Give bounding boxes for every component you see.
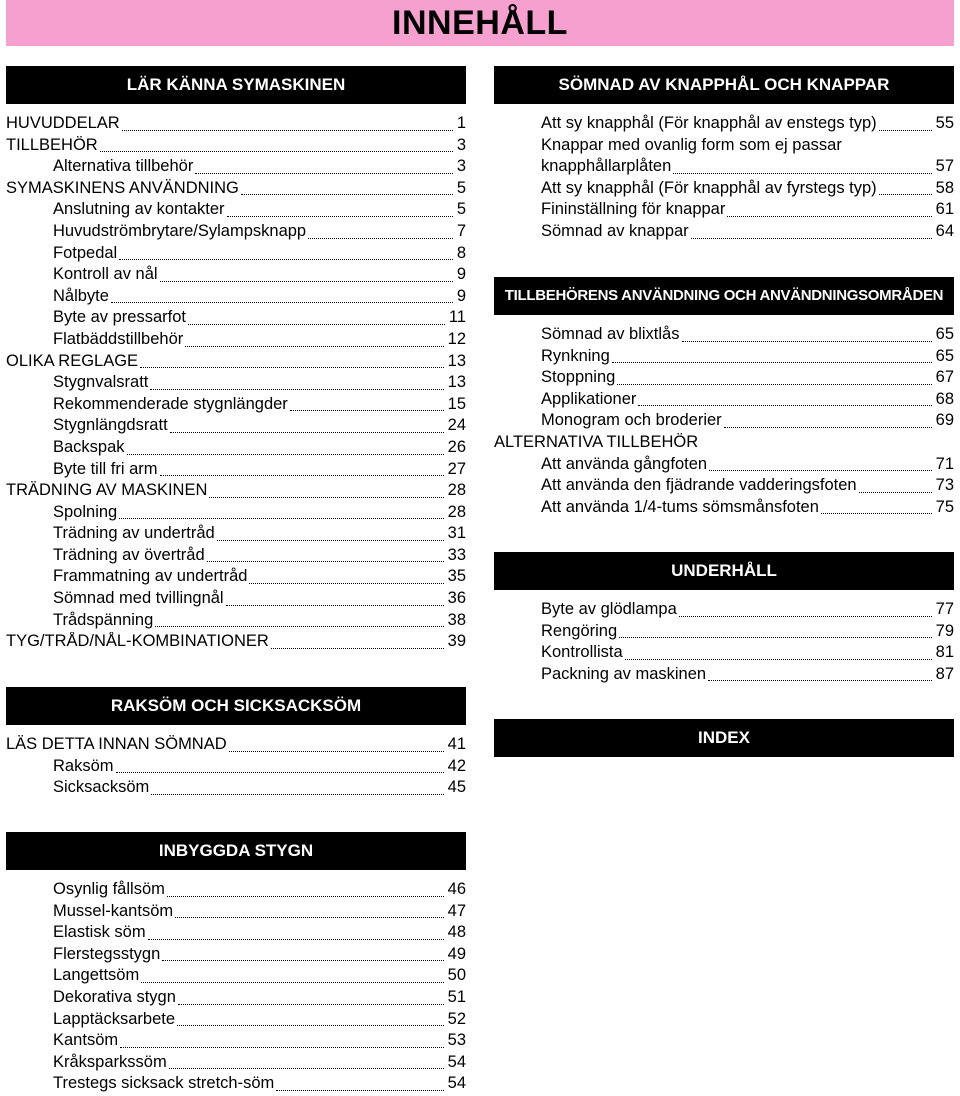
- section-header-index[interactable]: INDEX: [494, 719, 954, 757]
- toc-entry[interactable]: [494, 325, 954, 347]
- dot-leader: [217, 540, 444, 541]
- toc-entry[interactable]: [494, 455, 954, 477]
- dot-leader: [691, 238, 932, 239]
- toc-entry-page: 51: [447, 987, 466, 1006]
- toc-entry[interactable]: [6, 308, 466, 330]
- toc-entry-page: 71: [935, 454, 954, 473]
- toc-entry-text: Flatbäddstillbehör: [53, 329, 184, 348]
- toc-entry-text: Att använda gångfoten: [541, 454, 708, 473]
- toc-entry-page: 69: [935, 411, 954, 430]
- toc-entry-page: 45: [447, 778, 466, 797]
- toc-entry-page: 9: [456, 265, 466, 284]
- toc-entry[interactable]: [6, 945, 466, 967]
- dot-leader: [679, 616, 932, 617]
- toc-entry-text: Byte av pressarfot: [53, 308, 186, 327]
- dot-leader: [167, 896, 444, 897]
- toc-entry-page: 8: [456, 243, 466, 262]
- toc-entry-text: Raksöm: [53, 756, 114, 775]
- toc-entry[interactable]: [6, 632, 466, 654]
- toc-entry-page: 61: [935, 200, 954, 219]
- toc-entry-page: 33: [447, 545, 466, 564]
- toc-entry-text: Trädning av undertråd: [53, 524, 215, 543]
- toc-entry-text: Trådspänning: [53, 610, 154, 629]
- toc-entry-page: 24: [447, 416, 466, 435]
- toc-entry-page: 79: [935, 621, 954, 640]
- toc-entry-page: 53: [447, 1031, 466, 1050]
- dot-leader: [708, 680, 932, 681]
- toc-entry-text: Elastisk söm: [53, 923, 146, 942]
- toc-entry[interactable]: [494, 600, 954, 622]
- dot-leader: [290, 410, 444, 411]
- toc-entry-page: 50: [447, 966, 466, 985]
- toc-entry-page: 54: [447, 1052, 466, 1071]
- dot-leader: [178, 1004, 444, 1005]
- toc-entry[interactable]: [6, 244, 466, 266]
- toc-entry-page: 64: [935, 221, 954, 240]
- dot-leader: [155, 626, 443, 627]
- toc-entry-text: Sicksacksöm: [53, 778, 150, 797]
- toc-entry-page: 28: [447, 481, 466, 500]
- section-tillbehoren: [494, 277, 954, 519]
- toc-entry[interactable]: [494, 368, 954, 390]
- toc-entry-text: Kråksparkssöm: [53, 1052, 167, 1071]
- toc-entry[interactable]: [6, 966, 466, 988]
- dot-leader: [148, 939, 444, 940]
- dot-leader: [160, 475, 444, 476]
- toc-entry-page: 31: [447, 524, 466, 543]
- toc-list: [494, 114, 954, 244]
- toc-entry-page: 46: [447, 880, 466, 898]
- toc-entry-text: Nålbyte: [53, 286, 109, 305]
- toc-entry-text: TRÄDNING AV MASKINEN: [6, 481, 208, 500]
- section-raksom: [6, 687, 466, 800]
- dot-leader: [709, 470, 932, 471]
- toc-entry-text: Alternativa tillbehör: [53, 157, 194, 176]
- toc-entry[interactable]: [6, 416, 466, 438]
- toc-list: [494, 600, 954, 686]
- dot-leader: [119, 259, 453, 260]
- toc-entry-text: Sömnad med tvillingnål: [53, 589, 224, 608]
- toc-entry-text: Kantsöm: [53, 1031, 119, 1050]
- toc-entry[interactable]: [6, 923, 466, 945]
- toc-entry-text: Trestegs sicksack stretch-söm: [53, 1074, 275, 1093]
- toc-list: [6, 114, 466, 654]
- toc-entry[interactable]: [6, 287, 466, 309]
- dot-leader: [638, 405, 931, 406]
- toc-entry-text: Rengöring: [541, 621, 618, 640]
- toc-entry[interactable]: [6, 481, 466, 503]
- dot-leader: [249, 583, 443, 584]
- toc-entry-page: 7: [456, 221, 466, 240]
- section-header-raksom[interactable]: RAKSÖM OCH SICKSACKSÖM: [6, 687, 466, 725]
- dot-leader: [195, 173, 452, 174]
- toc-entry-text: LÄS DETTA INNAN SÖMNAD: [6, 735, 227, 753]
- dot-leader: [241, 194, 453, 195]
- toc-entry-text: Fotpedal: [53, 243, 118, 262]
- toc-entry-page: 47: [447, 901, 466, 920]
- toc-entry-text: HUVUDDELAR: [6, 114, 120, 132]
- toc-entry-text: Dekorativa stygn: [53, 987, 176, 1006]
- dot-leader: [120, 1047, 444, 1048]
- dot-leader: [116, 772, 444, 773]
- toc-entry[interactable]: [494, 179, 954, 201]
- dot-leader: [170, 432, 444, 433]
- section-header-inbyggda[interactable]: INBYGGDA STYGN: [6, 832, 466, 870]
- toc-entry-text: Att använda den fjädrande vadderingsfoten: [541, 476, 857, 495]
- toc-entry-text: Spolning: [53, 502, 118, 521]
- dot-leader: [140, 367, 444, 368]
- toc-entry-text: Kontroll av nål: [53, 265, 158, 284]
- dot-leader: [276, 1090, 443, 1091]
- toc-entry[interactable]: [6, 157, 466, 179]
- toc-entry-text: Packning av maskinen: [541, 664, 707, 683]
- toc-entry[interactable]: [6, 395, 466, 417]
- dot-leader: [625, 659, 932, 660]
- toc-entry[interactable]: [6, 524, 466, 546]
- toc-entry[interactable]: [494, 498, 954, 520]
- toc-entry[interactable]: [6, 114, 466, 136]
- section-inbyggda: [6, 832, 466, 1096]
- toc-entry-page: 68: [935, 389, 954, 408]
- toc-entry[interactable]: [6, 222, 466, 244]
- toc-entry-text: Sömnad av blixtlås: [541, 325, 680, 343]
- toc-entry-text: Flerstegsstygn: [53, 944, 161, 963]
- toc-entry-text: Osynlig fållsöm: [53, 880, 165, 898]
- toc-entry-page: 58: [935, 178, 954, 197]
- toc-entry-text: Applikationer: [541, 389, 637, 408]
- dot-leader: [727, 216, 931, 217]
- dot-leader: [177, 1025, 444, 1026]
- toc-list: [6, 880, 466, 1096]
- dot-leader: [673, 173, 931, 174]
- section-knapphal: [494, 66, 954, 244]
- page-title: INNEHÅLL: [6, 0, 954, 46]
- toc-entry-page: 41: [447, 735, 466, 753]
- toc-entry-page: 81: [935, 643, 954, 662]
- toc-entry[interactable]: [494, 222, 954, 244]
- toc-entry[interactable]: [6, 265, 466, 287]
- toc-entry-page: 67: [935, 368, 954, 387]
- dot-leader: [271, 648, 444, 649]
- toc-entry-text: Stygnvalsratt: [53, 373, 149, 392]
- toc-entry[interactable]: [494, 136, 954, 158]
- dot-leader: [119, 518, 443, 519]
- toc-entry-page: 87: [935, 664, 954, 683]
- toc-entry-text: SYMASKINENS ANVÄNDNING: [6, 178, 239, 197]
- toc-entry[interactable]: [6, 1053, 466, 1075]
- toc-entry[interactable]: [6, 988, 466, 1010]
- dot-leader: [162, 960, 443, 961]
- toc-entry-page: 77: [935, 600, 954, 618]
- dot-leader: [617, 384, 931, 385]
- toc-entry-page: 65: [935, 346, 954, 365]
- toc-entry-text: TILLBEHÖR: [6, 135, 98, 154]
- toc-entry-page: 57: [935, 157, 954, 176]
- toc-entry[interactable]: [6, 546, 466, 568]
- toc-entry-page: 65: [935, 325, 954, 343]
- dot-leader: [122, 130, 453, 131]
- dot-leader: [141, 982, 443, 983]
- toc-entry[interactable]: [6, 880, 466, 902]
- toc-entry-page: 13: [447, 351, 466, 370]
- section-header-knapphal[interactable]: SÖMNAD AV KNAPPHÅL OCH KNAPPAR: [494, 66, 954, 104]
- toc-entry[interactable]: [6, 179, 466, 201]
- toc-entry-text: Sömnad av knappar: [541, 221, 689, 240]
- section-header-lar-kanna[interactable]: LÄR KÄNNA SYMASKINEN: [6, 66, 466, 104]
- toc-entry-page: 52: [447, 1009, 466, 1028]
- toc-entry[interactable]: [6, 438, 466, 460]
- toc-entry-page: 3: [456, 157, 466, 176]
- toc-entry[interactable]: [6, 757, 466, 779]
- toc-entry-text: OLIKA REGLAGE: [6, 351, 139, 370]
- section-header-underhall[interactable]: UNDERHÅLL: [494, 552, 954, 590]
- toc-entry-page: 1: [456, 114, 466, 132]
- toc-entry-page: 48: [447, 923, 466, 942]
- toc-list: [494, 325, 954, 519]
- toc-entry-page: 73: [935, 476, 954, 495]
- toc-entry[interactable]: [494, 411, 954, 433]
- toc-entry-page: 38: [447, 610, 466, 629]
- toc-entry-page: 28: [447, 502, 466, 521]
- toc-entry[interactable]: [494, 200, 954, 222]
- dot-leader: [821, 513, 932, 514]
- toc-entry[interactable]: [6, 460, 466, 482]
- toc-entry-page: 39: [447, 632, 466, 651]
- toc-entry-text: Att sy knapphål (För knapphål av fyrstegs typ): [541, 178, 877, 197]
- dot-leader: [175, 917, 444, 918]
- toc-entry-page: 5: [456, 200, 466, 219]
- dot-leader: [100, 151, 453, 152]
- dot-leader: [209, 497, 443, 498]
- toc-entry-text: Langettsöm: [53, 966, 140, 985]
- dot-leader: [612, 362, 932, 363]
- section-lar-kanna: [6, 66, 466, 654]
- toc-entry-text: ALTERNATIVA TILLBEHÖR: [494, 432, 699, 451]
- toc-entry[interactable]: [494, 643, 954, 665]
- toc-entry-text: Att sy knapphål (För knapphål av enstegs typ): [541, 114, 877, 132]
- toc-entry-page: 11: [448, 308, 466, 327]
- dot-leader: [229, 751, 444, 752]
- toc-entry-page: 13: [447, 373, 466, 392]
- dot-leader: [879, 194, 932, 195]
- toc-entry-text: Monogram och broderier: [541, 411, 722, 430]
- dot-leader: [151, 794, 443, 795]
- toc-entry[interactable]: [6, 373, 466, 395]
- toc-entry[interactable]: [6, 352, 466, 374]
- dot-leader: [185, 346, 443, 347]
- toc-entry-text: Att använda 1/4-tums sömsmånsfoten: [541, 497, 819, 516]
- toc-entry-page: 9: [456, 286, 466, 305]
- toc-entry[interactable]: [494, 476, 954, 498]
- toc-entry[interactable]: [6, 200, 466, 222]
- toc-entry-text: Frammatning av undertråd: [53, 567, 248, 586]
- toc-entry-page: 15: [447, 394, 466, 413]
- toc-entry-text: Stygnlängdsratt: [53, 416, 168, 435]
- dot-leader: [724, 427, 932, 428]
- dot-leader: [188, 324, 445, 325]
- toc-entry-text: TYG/TRÅD/NÅL-KOMBINATIONER: [6, 632, 269, 651]
- toc-entry[interactable]: [6, 902, 466, 924]
- toc-entry[interactable]: [494, 665, 954, 687]
- toc-entry[interactable]: [494, 433, 954, 455]
- toc-entry-text: Trädning av övertråd: [53, 545, 205, 564]
- toc-entry-text: Stoppning: [541, 368, 616, 387]
- dot-leader: [308, 238, 453, 239]
- dot-leader: [150, 389, 443, 390]
- dot-leader: [169, 1068, 444, 1069]
- toc-entry-text: Byte till fri arm: [53, 459, 158, 478]
- dot-leader: [227, 216, 453, 217]
- toc-entry[interactable]: [6, 589, 466, 611]
- toc-entry-page: 27: [447, 459, 466, 478]
- dot-leader: [879, 130, 932, 131]
- toc-entry-page: 3: [456, 135, 466, 154]
- dot-leader: [226, 605, 444, 606]
- toc-entry[interactable]: [6, 611, 466, 633]
- toc-entry[interactable]: [6, 330, 466, 352]
- toc-entry[interactable]: [494, 347, 954, 369]
- toc-entry[interactable]: [6, 778, 466, 800]
- toc-entry[interactable]: [6, 136, 466, 158]
- toc-entry-text: Rynkning: [541, 346, 610, 365]
- toc-entry-text: knapphållarplåten: [541, 157, 672, 176]
- toc-entry[interactable]: [6, 1074, 466, 1096]
- toc-entry[interactable]: [494, 622, 954, 644]
- toc-list: [6, 735, 466, 800]
- toc-entry[interactable]: [6, 567, 466, 589]
- toc-entry[interactable]: [494, 390, 954, 412]
- toc-entry-text: Knappar med ovanlig form som ej passar: [541, 135, 842, 154]
- toc-entry-page: 54: [447, 1074, 466, 1093]
- dot-leader: [207, 561, 444, 562]
- toc-entry-text: Anslutning av kontakter: [53, 200, 225, 219]
- dot-leader: [682, 341, 932, 342]
- toc-entry[interactable]: [494, 114, 954, 136]
- dot-leader: [859, 492, 932, 493]
- toc-entry-page: 5: [456, 178, 466, 197]
- toc-entry-page: 35: [447, 567, 466, 586]
- toc-entry[interactable]: [6, 735, 466, 757]
- toc-entry-page: 42: [447, 756, 466, 775]
- section-underhall: [494, 552, 954, 686]
- toc-entry[interactable]: [6, 1010, 466, 1032]
- section-index: [494, 719, 954, 767]
- dot-leader: [160, 281, 453, 282]
- dot-leader: [111, 302, 453, 303]
- toc-entry-page: 12: [447, 329, 466, 348]
- toc-entry-page: 49: [447, 944, 466, 963]
- dot-leader: [619, 637, 932, 638]
- toc-entry-page: 26: [447, 437, 466, 456]
- section-header-tillbehoren[interactable]: TILLBEHÖRENS ANVÄNDNING OCH ANVÄNDNINGSOMRÅDEN: [494, 277, 954, 315]
- toc-entry-text: Kontrollista: [541, 643, 623, 662]
- toc-entry-text: Byte av glödlampa: [541, 600, 677, 618]
- toc-entry-text: Fininställning för knappar: [541, 200, 726, 219]
- toc-entry-page: 36: [447, 589, 466, 608]
- dot-leader: [127, 454, 444, 455]
- toc-entry-text: Mussel-kantsöm: [53, 901, 174, 920]
- toc-entry-text: Rekommenderade stygnlängder: [53, 394, 288, 413]
- toc-entry[interactable]: [494, 157, 954, 179]
- toc-entry-text: Huvudströmbrytare/Sylampsknapp: [53, 221, 307, 240]
- toc-entry-page: 55: [935, 114, 954, 132]
- toc-entry[interactable]: [6, 503, 466, 525]
- toc-entry-text: Backspak: [53, 437, 125, 456]
- toc-entry-page: 75: [935, 497, 954, 516]
- toc-entry[interactable]: [6, 1031, 466, 1053]
- toc-entry-text: Lapptäcksarbete: [53, 1009, 176, 1028]
